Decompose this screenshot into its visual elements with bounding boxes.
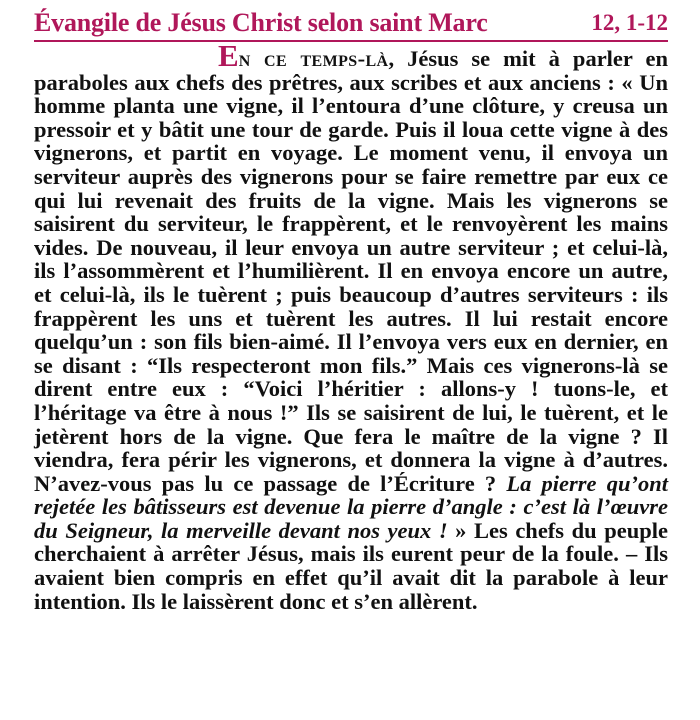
- gospel-title: Évangile de Jésus Christ selon saint Marc: [34, 8, 488, 37]
- verse-reference: 12, 1-12: [591, 10, 668, 35]
- body-text-2: » Les chefs du peuple cherchaient à arrêter Jésus, mais ils eurent peur de la foule. – Ils avaient bien compris en effet qu’il avait dit la parabole à leur intention. Ils le laissèrent donc et s’en allèrent.: [34, 517, 668, 614]
- scripture-quote: La pierre qu’ont rejetée les bâtisseurs est devenue la pierre d’angle : c’est là l’œuvre du Seigneur, la merveille devant nos yeux !: [34, 470, 668, 543]
- gospel-text: [34, 38, 669, 614]
- page-header: [34, 6, 668, 42]
- body-text-1: , Jésus se mit à parler en paraboles aux chefs des prêtres, aux scribes et aux anciens : « Un homme planta une vigne, il l’entoura d’une clôture, y creusa un pressoir et y bâtit une tour de garde. Puis il loua cette vigne à des vignerons, et partit en voyage. Le moment venu, il envoya un serviteur auprès des vignerons pour se faire remettre par eux ce qui lui revenait des fruits de la vigne. Mais les vignerons se saisirent du serviteur, le frappèrent, et le renvoyèrent les mains vides. De nouveau, il leur envoya un autre serviteur ; et celui-là, ils l’assommèrent et l’humilièrent. Il en envoya encore un autre, et celui-là, ils le tuèrent ; puis beaucoup d’autres serviteurs : ils frappèrent les uns et tuèrent les autres. Il lui restait encore quelqu’un : son fils bien-aimé. Il l’envoya vers eux en dernier, en se disant : “Ils respecteront mon fils.” Mais ces vignerons-là se dirent entre eux : “Voici l’héritier : allons-y ! tuons-le, et l’héritage va être à nous !” Ils se saisirent de lui, le tuèrent, et le jetèrent hors de la vigne. Que fera le maître de la vigne ? Il viendra, fera périr les vignerons, et donnera la vigne à d’autres. N’avez-vous pas lu ce passage de l’Écriture ?: [34, 46, 669, 496]
- opening-words: n ce temps-là: [238, 46, 389, 71]
- drop-cap: E: [218, 38, 239, 73]
